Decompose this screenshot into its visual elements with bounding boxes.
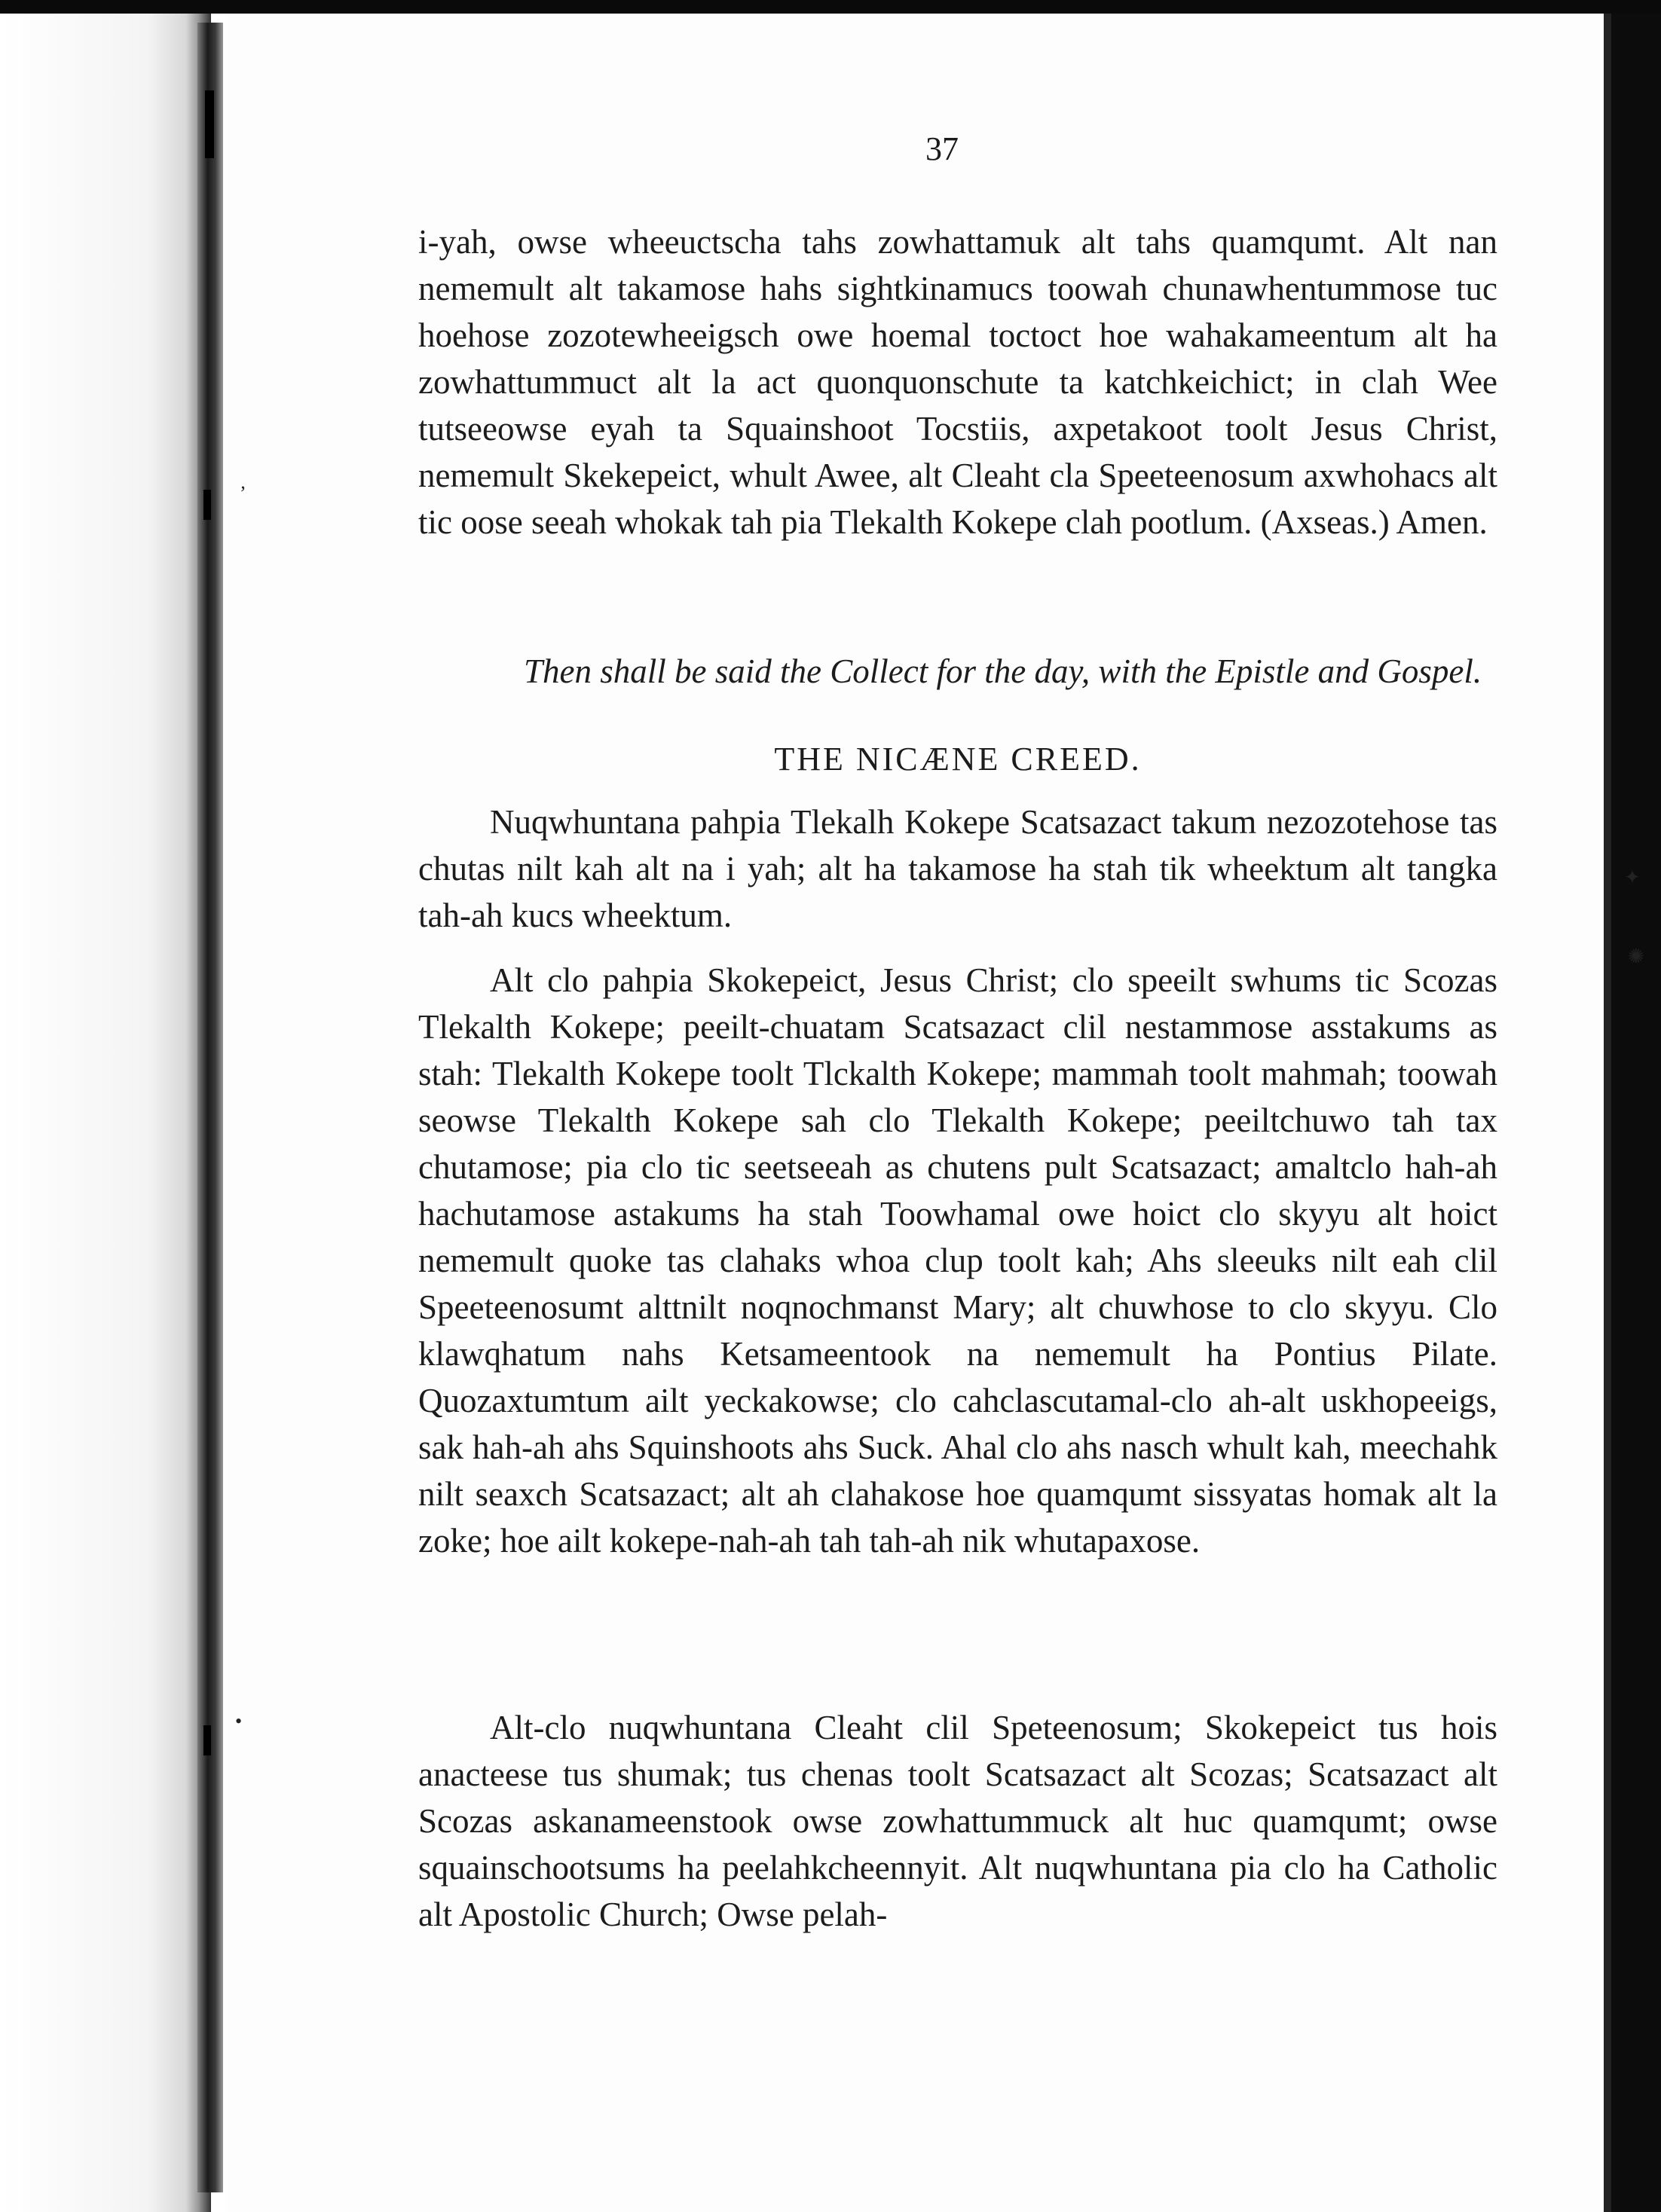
creed-paragraph-1: Nuqwhuntana pahpia Tlekalh Kokepe Scatsazact takum nezozotehose tas chutas nilt kah alt na i yah; alt ha takamose ha stah tik wheektum alt tangka tah-ah kucs wheektum. (418, 803, 1497, 934)
scan-speck: ✺ (1628, 946, 1644, 967)
scan-speck: ʼ (240, 482, 246, 504)
scan-speck: ✦ (1624, 866, 1641, 888)
paragraph-continued: i-yah, owse wheeuctscha tahs zowhattamuk alt tahs quamqumt. Alt nan nememult alt takamose hahs sightkinamucs toowah chunawhentummose tuc hoehose zozotewheeigsch owe hoemal toctoct hoe wahakameentum alt ha zowhattummuct alt la act quonquonschute ta katchkeichict; in clah Wee tutseeowse eyah ta Squainshoot Tocstiis, axpetakoot toolt Jesus Christ, nememult Skekepeict, whult Awee, alt Cleaht cla Speeteenosum axwhohacs alt tic oose seeah whokak tah pia Tlekalth Kokepe clah pootlum. (Axseas.) Amen. (418, 223, 1497, 541)
section-heading: THE NICÆNE CREED. (774, 741, 1142, 778)
scan-top-border (0, 0, 1661, 14)
creed-paragraph-2: Alt clo pahpia Skokepeict, Jesus Christ; clo speeilt swhums tic Scozas Tlekalth Kokepe; peeilt-chuatam Scatsazact clil nestammose asstakums as stah: Tlekalth Kokepe toolt Tlckalth Kokepe; mammah toolt mahmah; toowah seowse Tlekalth Kokepe sah clo Tlekalth Kokepe; peeiltchuwo tah tax chutamose; pia clo tic seetseeah as chutens pult Scatsazact; amaltclo hah-ah hachutamose astakums ha stah Toowhamal owe hoict clo skyyu alt hoict nememult quoke tas clahaks whoa clup toolt kah; Ahs sleeuks nilt eah clil Speeteenosumt alttnilt noqnochmanst Mary; alt chuwhose to clo skyyu. Clo klawqhatum nahs Ketsameentook na nememult ha Pontius Pilate. Quozaxtumtum ailt yeckakowse; clo cahclascutamal-clo ah-alt uskhopeeigs, sak hah-ah ahs Squinshoots ahs Suck. Ahal clo ahs nasch whult kah, meechahk nilt seaxch Scatsazact; alt ah clahakose hoe quamqumt sissyatas homak alt la zoke; hoe ailt kokepe-nah-ah tah tah-ah nik whutapaxose. (418, 961, 1497, 1560)
book-gutter (197, 23, 223, 2192)
scan-right-border (1604, 14, 1661, 2212)
creed-paragraph-3: Alt-clo nuqwhuntana Cleaht clil Speteenosum; Skokepeict tus hois anacteese tus shumak; tus chenas toolt Scatsazact alt Scozas; Scatsazact alt Scozas askanameenstook owse zowhattummuck alt huc quamqumt; owse squainschootsums ha peelahkcheennyit. Alt nuqwhuntana pia clo ha Catholic alt Apostolic Church; Owse pelah- (418, 1709, 1497, 1933)
page-edge-shadow (1604, 14, 1611, 2212)
scan-speck: • (235, 1710, 243, 1732)
page-number: 37 (925, 130, 959, 167)
rubric-instruction: Then shall be said the Collect for the day, with the Epistle and Gospel. (524, 652, 1482, 690)
facing-page-edge (0, 14, 211, 2212)
